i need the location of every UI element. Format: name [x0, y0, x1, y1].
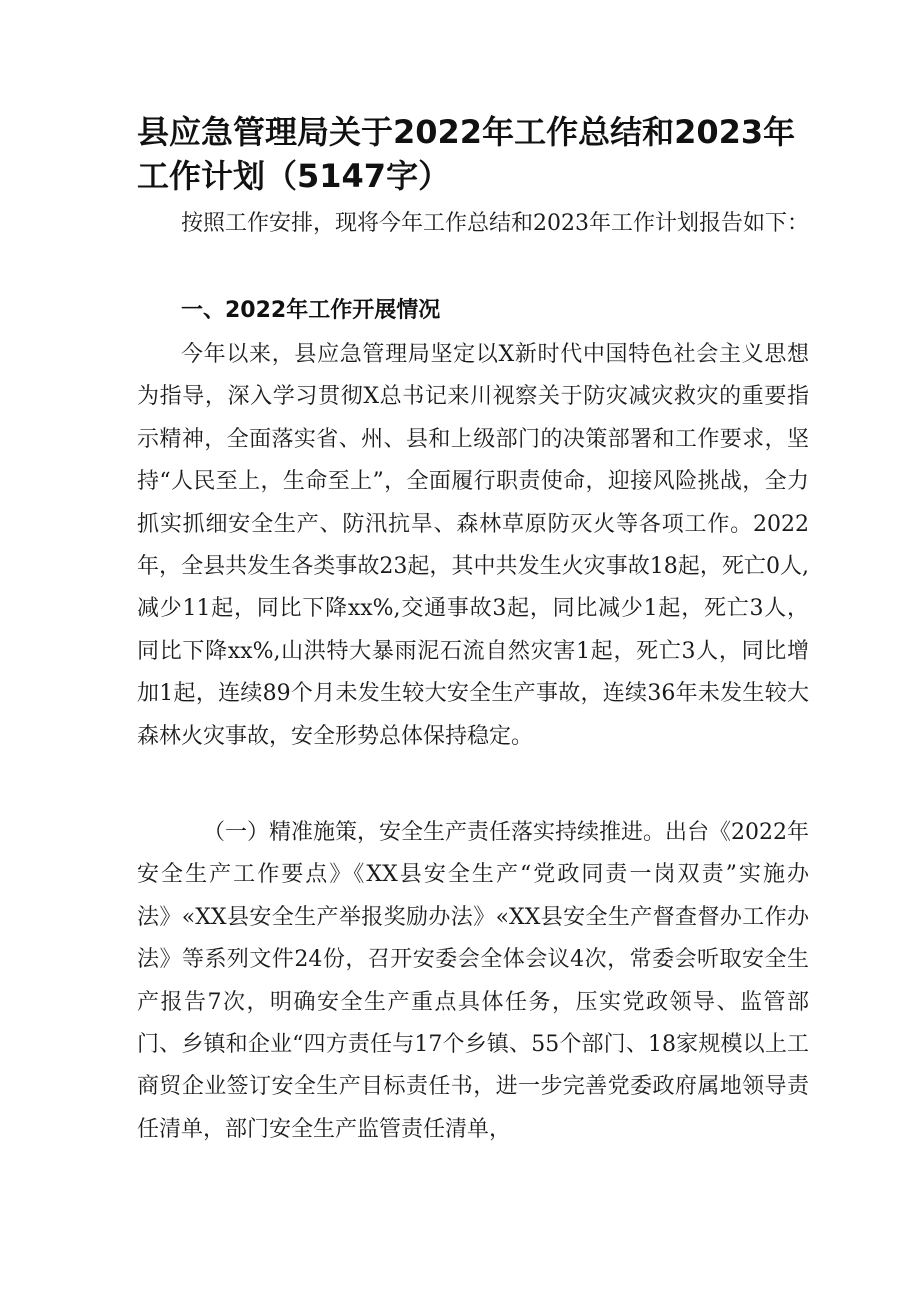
intro-paragraph: 按照工作安排，现将今年工作总结和2023年工作计划报告如下： [181, 211, 809, 236]
document-title: 县应急管理局关于2022年工作总结和2023年工作计划（5147字） [137, 113, 796, 195]
subsection-paragraph: （一）精准施策，安全生产责任落实持续推进。出台《2022年安全生产工作要点》《XX县安全生产“党政同责一岗双责”实施办法》«XX县安全生产举报奖励办法》«XX县安全生产督查督办工作办法》等系列文件24份，召开安委会全体会议4次，常委会听取安全生产报告7次，明确安全生产重点具体任务，压实党政领导、监管部门、乡镇和企业“四方责任与17个乡镇、55个部门、18家规模以上工商贸企业签订安全生产目标责任书，进一步完善党委政府属地领导责任清单，部门安全生产监管责任清单， [137, 820, 809, 1142]
section-heading: 一、2022年工作开展情况 [181, 298, 441, 323]
main-paragraph: 今年以来，县应急管理局坚定以X新时代中国特色社会主义思想为指导，深入学习贯彻X总书记来川视察关于防灾减灾救灾的重要指示精神，全面落实省、州、县和上级部门的决策部署和工作要求，坚持“人民至上，生命至上”，全面履行职责使命，迎接风险挑战，全力抓实抓细安全生产、防汛抗旱、森林草原防灭火等各项工作。2022年，全县共发生各类事故23起，其中共发生火灾事故18起，死亡0人,减少11起，同比下降xx%,交通事故3起，同比减少1起，死亡3人，同比下降xx%,山洪特大暴雨泥石流自然灾害1起，死亡3人，同比增加1起，连续89个月未发生较大安全生产事故，连续36年未发生较大森林火灾事故，安全形势总体保持稳定。 [137, 342, 809, 749]
